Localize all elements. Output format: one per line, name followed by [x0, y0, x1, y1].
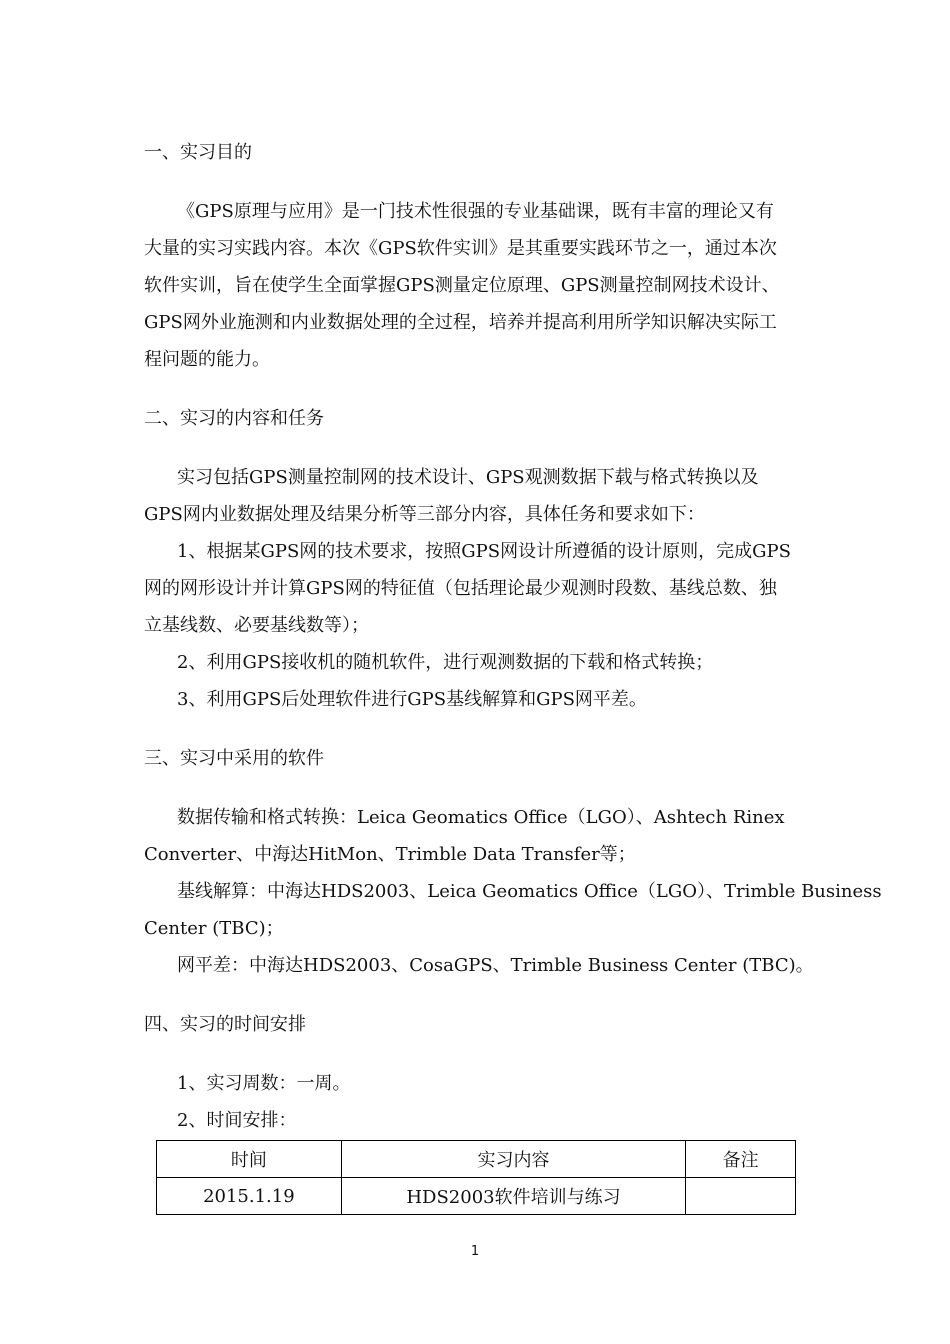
section-heading: 四、实习的时间安排: [144, 1014, 306, 1035]
table-cell: [686, 1178, 796, 1215]
paragraph-line: 2、时间安排：: [177, 1110, 297, 1131]
paragraph-line: 实习包括GPS测量控制网的技术设计、GPS观测数据下载与格式转换以及: [177, 467, 759, 488]
paragraph-line: Converter、中海达HitMon、Trimble Data Transfer等；: [144, 844, 636, 865]
paragraph-line: GPS网外业施测和内业数据处理的全过程，培养并提高利用所学知识解决实际工: [144, 312, 777, 333]
paragraph-line: GPS网内业数据处理及结果分析等三部分内容，具体任务和要求如下：: [144, 504, 705, 525]
paragraph-line: 2、利用GPS接收机的随机软件，进行观测数据的下载和格式转换；: [177, 652, 714, 673]
section-heading: 三、实习中采用的软件: [144, 748, 324, 769]
paragraph-line: 程问题的能力。: [144, 349, 270, 370]
paragraph-line: 网的网形设计并计算GPS网的特征值（包括理论最少观测时段数、基线总数、独: [144, 578, 777, 599]
table-cell: 2015.1.19: [157, 1178, 342, 1215]
paragraph-line: 基线解算：中海达HDS2003、Leica Geomatics Office（LGO）、Trimble Business: [177, 881, 882, 902]
paragraph-line: 网平差：中海达HDS2003、CosaGPS、Trimble Business Center (TBC)。: [177, 955, 814, 976]
paragraph-line: 数据传输和格式转换：Leica Geomatics Office（LGO）、Ashtech Rinex: [177, 807, 785, 828]
section-heading: 一、实习目的: [144, 142, 252, 163]
page-number: 1: [470, 1244, 480, 1259]
paragraph-line: Center (TBC)；: [144, 918, 284, 939]
table-header-cell: 备注: [686, 1141, 796, 1178]
section-heading: 二、实习的内容和任务: [144, 408, 324, 429]
paragraph-line: 立基线数、必要基线数等）；: [144, 615, 369, 636]
schedule-table: [156, 1140, 796, 1215]
table-header-cell: 实习内容: [341, 1141, 685, 1178]
paragraph-line: 软件实训，旨在使学生全面掌握GPS测量定位原理、GPS测量控制网技术设计、: [144, 275, 780, 296]
table-header-row: [157, 1141, 796, 1178]
paragraph-line: 《GPS原理与应用》是一门技术性很强的专业基础课，既有丰富的理论又有: [177, 201, 774, 222]
paragraph-line: 1、根据某GPS网的技术要求，按照GPS网设计所遵循的设计原则，完成GPS: [177, 541, 791, 562]
paragraph-line: 3、利用GPS后处理软件进行GPS基线解算和GPS网平差。: [177, 689, 647, 710]
table-cell: HDS2003软件培训与练习: [341, 1178, 685, 1215]
table-row: [157, 1178, 796, 1215]
paragraph-line: 1、实习周数：一周。: [177, 1073, 351, 1094]
table-header-cell: 时间: [157, 1141, 342, 1178]
paragraph-line: 大量的实习实践内容。本次《GPS软件实训》是其重要实践环节之一，通过本次: [144, 238, 777, 259]
